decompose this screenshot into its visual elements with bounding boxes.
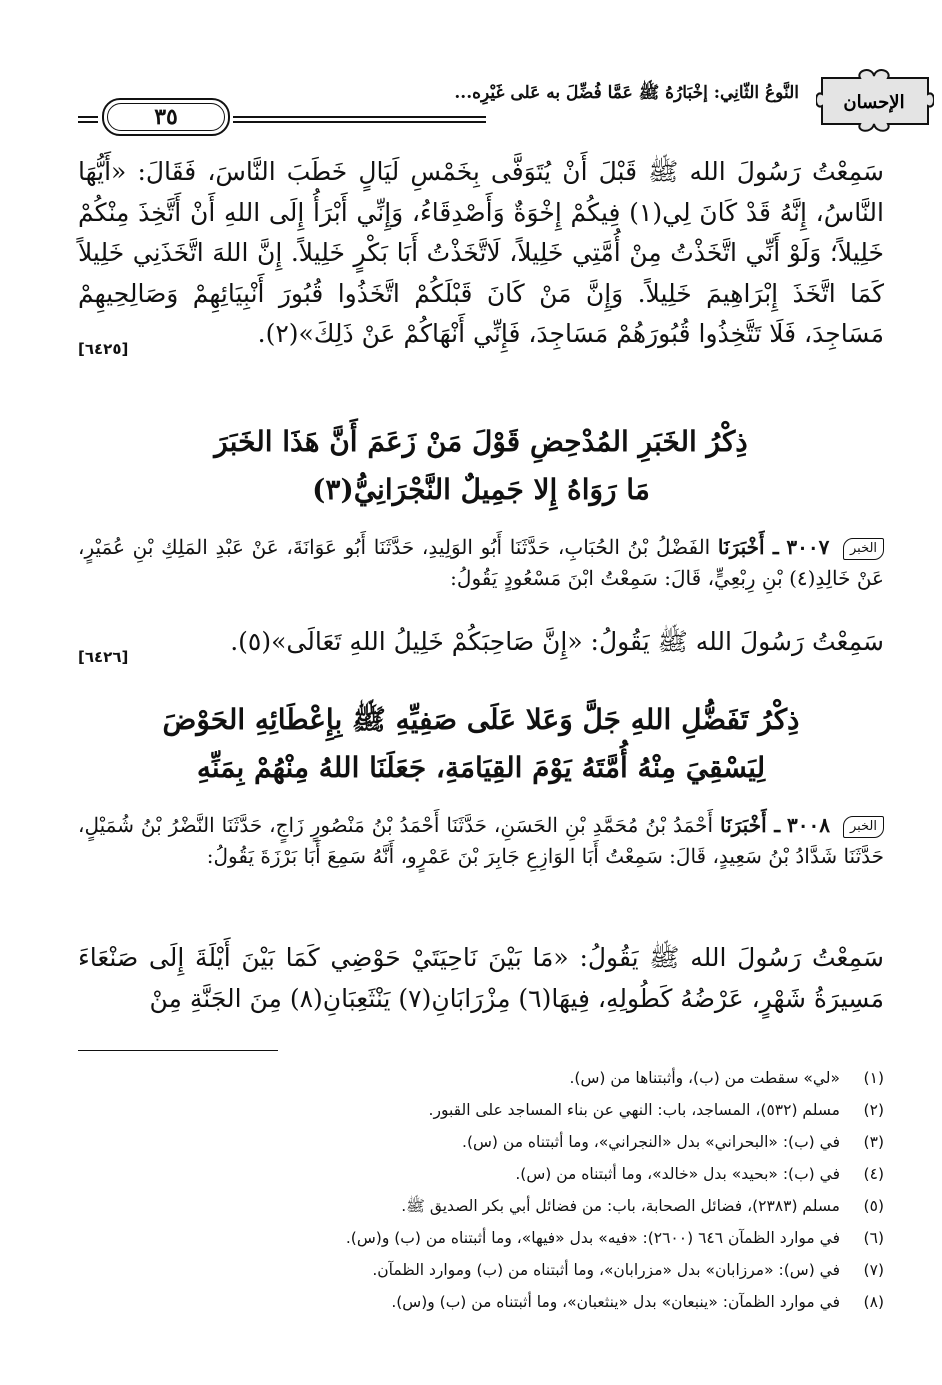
khabar-badge: الخبر — [843, 816, 884, 838]
section-label: الإحسان — [843, 92, 905, 113]
footnote-number: (٧) — [863, 1261, 884, 1279]
footnote — [78, 1094, 884, 1126]
footnote-text: مسلم (٢٣٨٣)، فضائل الصحابة، باب: من فضائل أبي بكر الصديق ﷺ. — [401, 1197, 840, 1215]
paragraph: سَمِعْتُ رَسُولَ الله ﷺ قَبْلَ أَنْ يُتَوَفَّى بِخَمْسِ لَيَالٍ خَطَبَ النَّاسَ، فَقَالَ: «أَيُّهَا النَّاسُ، إِنَّهُ قَدْ كَانَ لِي(١) فِيكُمْ إِخْوَةٌ وَأَصْدِقَاءُ، وَإِنِّي أَبْرَأُ إِلَى اللهِ أَنْ أَتَّخِذَ مِنْكُمْ خَلِيلاً؛ وَلَوْ أَنِّي اتَّخَذْتُ مِنْ أُمَّتِي خَلِيلاً، لَاتَّخَذْتُ أَبَا بَكْرٍ خَلِيلاً. إِنَّ اللهَ اتَّخَذَنِي خَلِيلاً كَمَا اتَّخَذَ إِبْرَاهِيمَ خَلِيلاً. وَإِنَّ مَنْ كَانَ قَبْلَكُمْ اتَّخَذُوا قُبُورَ أَنْبِيَائِهِمْ وَصَالِحِيهِمْ مَسَاجِدَ، فَلَا تَتَّخِذُوا قُبُورَهُمْ مَسَاجِدَ، فَإِنِّي أَنْهَاكُمْ عَنْ ذَلِكَ»(٢). — [78, 157, 884, 348]
akhbarana-label: أَخْبَرَنَا — [717, 535, 765, 559]
hadith-3007-chain: الخبر ٣٠٠٧ ـ أَخْبَرَنَا الفَضْلُ بْنُ الحُبَابِ، حَدَّثَنَا أَبُو الوَلِيدِ، حَدَّثَنَا أَبُو عَوَانَةَ، عَنْ عَبْدِ المَلِكِ بْنِ عُمَيْرٍ، عَنْ خَالِدِ(٤) بْنِ رِبْعِيٍّ، قَالَ: سَمِعْتُ ابْنَ مَسْعُودٍ يَقُولُ: — [78, 535, 884, 590]
footnote-text: «لي» سقطت من (ب)، وأثبتناها من (س). — [569, 1069, 840, 1087]
footnote — [78, 1158, 884, 1190]
page-header — [78, 68, 905, 130]
footnote-number: (٨) — [863, 1293, 884, 1311]
header-rule-left — [78, 116, 98, 123]
hadith-number: ٣٠٠٨ — [787, 813, 830, 837]
heading-line: ذِكْرُ تَفَضُّلِ اللهِ جَلَّ وَعَلا عَلَى صَفِيِّهِ ﷺ بِإِعْطَائِهِ الحَوْضَ — [162, 703, 800, 736]
puzzle-piece-icon — [816, 68, 934, 132]
reference-number: [٦٤٢٦] — [78, 647, 129, 666]
footnote — [78, 1254, 884, 1286]
footnote — [78, 1190, 884, 1222]
page-number: ٣٥ — [102, 98, 230, 136]
heading-line: مَا رَوَاهُ إِلا جَمِيلٌ النَّجْرَانِيُّ(٣) — [312, 473, 650, 506]
footnote-number: (٢) — [863, 1101, 884, 1119]
section-heading-1 — [78, 418, 884, 514]
footnote-number: (٦) — [863, 1229, 884, 1247]
footnotes — [78, 1062, 884, 1318]
paragraph: سَمِعْتُ رَسُولَ الله ﷺ يَقُولُ: «إِنَّ صَاحِبَكُمْ خَلِيلُ اللهِ تَعَالَى»(٥). — [230, 627, 884, 656]
hadith-text-3 — [78, 938, 884, 1019]
footnote-separator — [78, 1050, 278, 1051]
footnote-text: في (س): «مرزابان» بدل «مزرابان»، وما أثبتناه من (ب) وموارد الظمآن. — [372, 1261, 840, 1279]
isnad-text: أَحْمَدُ بْنُ مُحَمَّدِ بْنِ الحَسَنِ، حَدَّثَنَا أَحْمَدُ بْنُ مَنْصُورٍ زَاجٍ، حَدَّثَنَا النَّضْرُ بْنُ شُمَيْلٍ، حَدَّثَنَا شَدَّادُ بْنُ سَعِيدٍ، قَالَ: سَمِعْتُ أَبَا الوَازِعِ جَابِرَ بْنَ عَمْرٍو، أَنَّهُ سَمِعَ أَبَا بَرْزَةَ يَقُولُ: — [78, 813, 884, 868]
reference-number: [٦٤٢٥] — [78, 339, 129, 358]
hadith-text-1 — [78, 152, 884, 369]
footnote-number: (١) — [863, 1069, 884, 1087]
footnote-text: في موارد الظمآن: «ينبعان» بدل «ينثعبان»، وما أثبتناه من (ب) و(س). — [391, 1293, 840, 1311]
footnote-text: في (ب): «بحيد» بدل «خالد»، وما أثبتناه من (س). — [515, 1165, 840, 1183]
footnote-number: (٤) — [863, 1165, 884, 1183]
section-heading-2 — [78, 696, 884, 792]
paragraph: سَمِعْتُ رَسُولَ الله ﷺ يَقُولُ: «مَا بَيْنَ نَاحِيَتَيْ حَوْضِي كَمَا بَيْنَ أَيْلَةَ إِلَى صَنْعَاءَ مَسِيرَةُ شَهْرٍ، عَرْضُهُ كَطُولِهِ، فِيهَا(٦) مِزْرَابَانِ(٧) يَنْثَعِبَانِ(٨) مِنَ الجَنَّةِ مِنْ — [78, 943, 884, 1013]
footnote — [78, 1286, 884, 1318]
footnote — [78, 1062, 884, 1094]
hadith-3008-chain: الخبر ٣٠٠٨ ـ أَخْبَرَنَا أَحْمَدُ بْنُ مُحَمَّدِ بْنِ الحَسَنِ، حَدَّثَنَا أَحْمَدُ بْنُ مَنْصُورٍ زَاجٍ، حَدَّثَنَا النَّضْرُ بْنُ شُمَيْلٍ، حَدَّثَنَا شَدَّادُ بْنُ سَعِيدٍ، قَالَ: سَمِعْتُ أَبَا الوَازِعِ جَابِرَ بْنَ عَمْرٍو، أَنَّهُ سَمِعَ أَبَا بَرْزَةَ يَقُولُ: — [78, 813, 884, 868]
footnote-text: في موارد الظمآن ٦٤٦ (٢٦٠٠): «فيه» بدل «فيها»، وما أثبتناه من (ب) و(س). — [345, 1229, 840, 1247]
isnad-text: الفَضْلُ بْنُ الحُبَابِ، حَدَّثَنَا أَبُو الوَلِيدِ، حَدَّثَنَا أَبُو عَوَانَةَ، عَنْ عَبْدِ المَلِكِ بْنِ عُمَيْرٍ، عَنْ خَالِدِ(٤) بْنِ رِبْعِيٍّ، قَالَ: سَمِعْتُ ابْنَ مَسْعُودٍ يَقُولُ: — [78, 535, 884, 590]
footnote-number: (٥) — [863, 1197, 884, 1215]
header-rule — [233, 116, 486, 123]
footnote — [78, 1126, 884, 1158]
footnote-text: مسلم (٥٣٢)، المساجد، باب: النهي عن بناء المساجد على القبور. — [428, 1101, 840, 1119]
footnote-text: في (ب): «البحراني» بدل «النجراني»، وما أثبتناه من (س). — [462, 1133, 840, 1151]
hadith-text-2 — [78, 622, 884, 677]
heading-line: ذِكْرُ الخَبَرِ المُدْحِضِ قَوْلَ مَنْ زَعَمَ أَنَّ هَذَا الخَبَرَ — [214, 425, 748, 458]
akhbarana-label: أَخْبَرَنَا — [719, 813, 767, 837]
running-title: النَّوعُ الثّانِي: إخْبَارُهُ ﷺ عَمَّا فُضِّلَ به عَلى غَيْرِه... — [454, 83, 799, 103]
footnote — [78, 1222, 884, 1254]
footnote-number: (٣) — [863, 1133, 884, 1151]
hadith-number: ٣٠٠٧ — [786, 535, 830, 559]
khabar-badge: الخبر — [843, 538, 884, 560]
heading-line: لِيَسْقِيَ مِنْهُ أُمَّتَهُ يَوْمَ القِيَامَةِ، جَعَلَنَا اللهُ مِنْهُمْ بِمَنِّهِ — [196, 751, 766, 784]
